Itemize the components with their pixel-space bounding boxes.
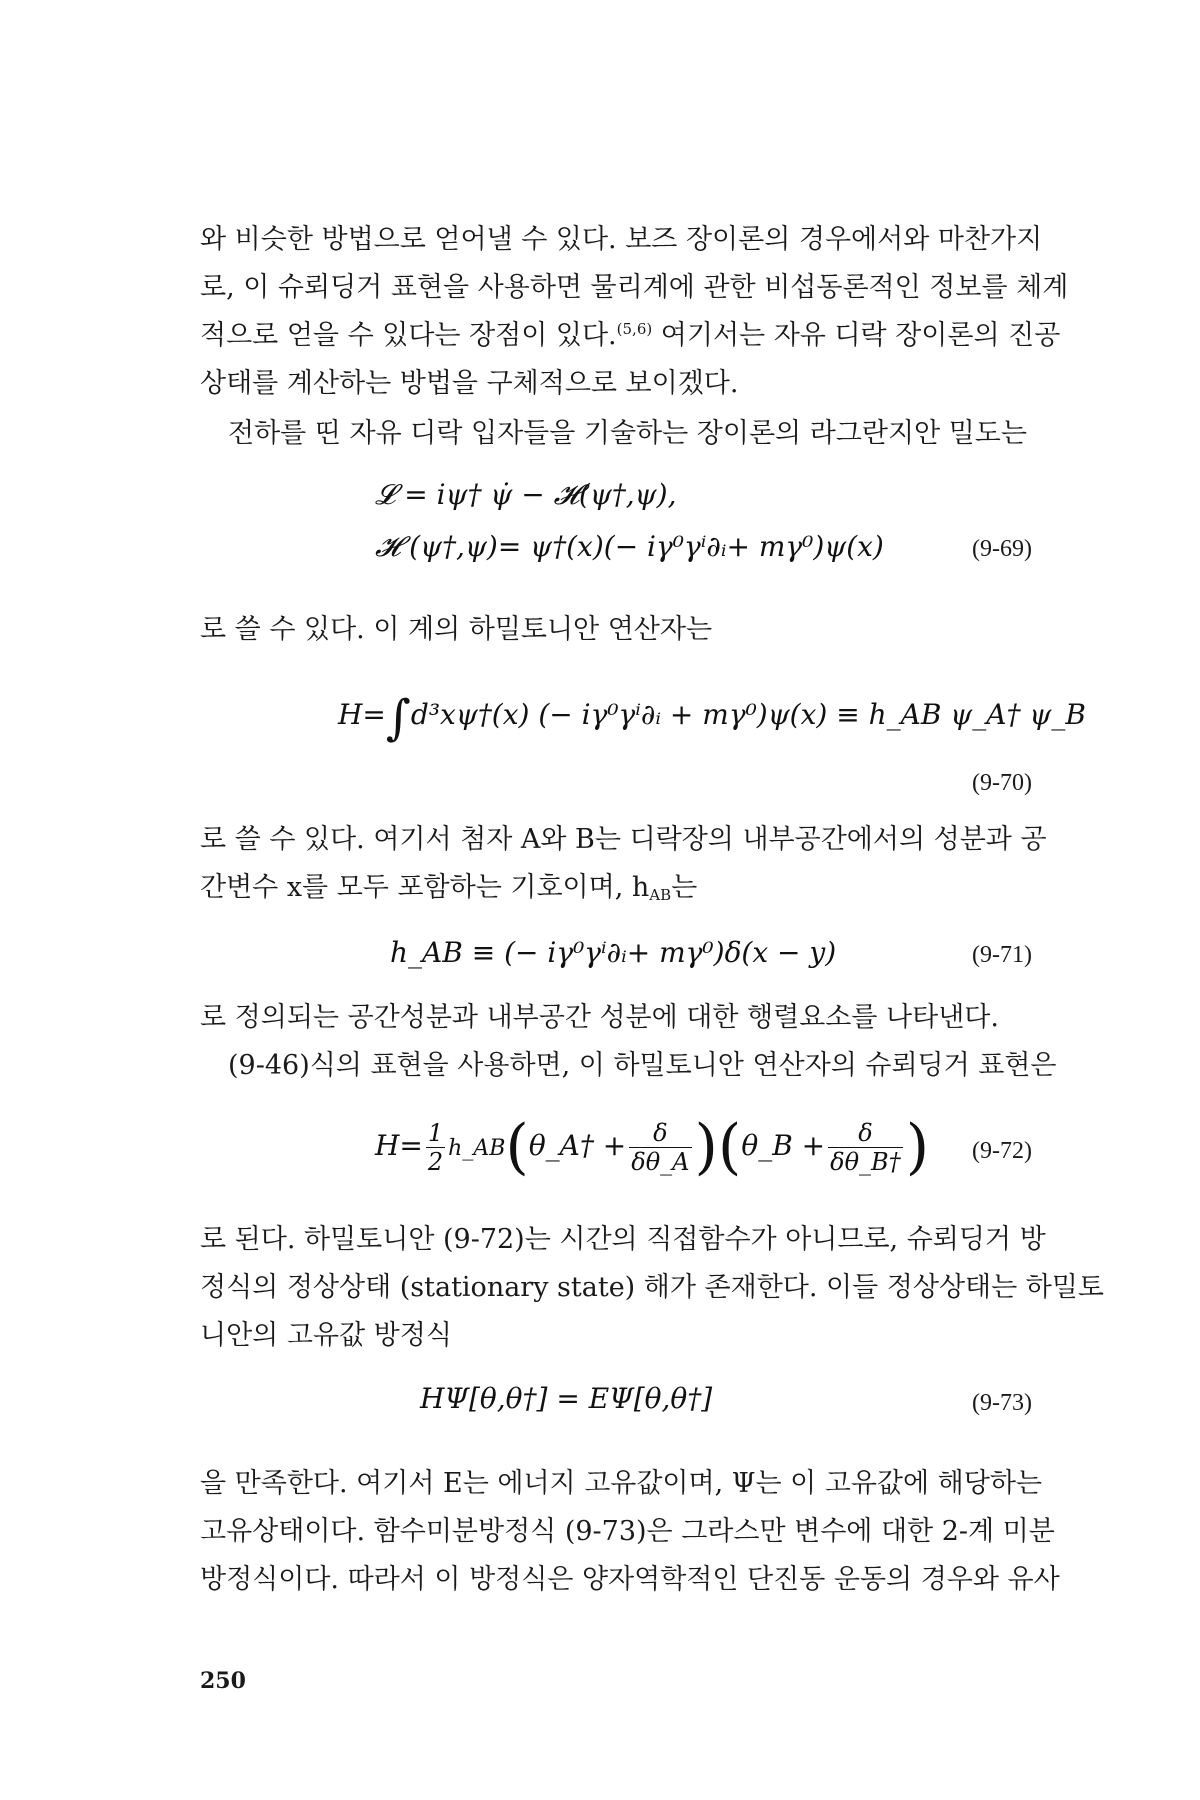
equation-matrix-element: h_AB ≡ (− iγ⁰γⁱ∂ᵢ+ mγ⁰)δ(x − y) (390, 936, 837, 969)
text-line: 방정식이다. 따라서 이 방정식은 양자역학적인 단진동 운동의 경우와 유사 (200, 1564, 1060, 1595)
numerator: δ (828, 1119, 903, 1148)
eq-term: θ_B + (741, 1129, 826, 1162)
text-line: 정식의 정상상태 (stationary state) 해가 존재한다. 이들 정상상태는 하밀토 (200, 1272, 1105, 1303)
eq-body: d³xψ†(x) (− iγ⁰γⁱ∂ᵢ + mγ⁰)ψ(x) ≡ h_AB ψ_A† ψ_B (410, 698, 1086, 731)
citation-superscript: (5,6) (616, 320, 653, 338)
fraction-half (426, 1119, 445, 1176)
text-line: 상태를 계산하는 방법을 구체적으로 보이겠다. (200, 368, 739, 399)
equation-number: (9-73) (972, 1390, 1032, 1416)
text-line: 니안의 고유값 방정식 (200, 1320, 452, 1351)
equation-number: (9-70) (972, 770, 1032, 796)
eq-lhs: H= (375, 1129, 423, 1162)
eq-lhs: H= (338, 698, 386, 731)
numerator: δ (629, 1119, 691, 1148)
text-line (200, 318, 1061, 354)
paren: ) (905, 1112, 930, 1182)
page-number: 250 (200, 1668, 246, 1694)
equation-eigenvalue: HΨ[θ,θ†] = EΨ[θ,θ†] (420, 1382, 713, 1415)
equation-hamiltonian-density: 𝓗 (ψ†,ψ)= ψ†(x)(− iγ⁰γⁱ∂ᵢ+ mγ⁰)ψ(x) (375, 530, 884, 563)
text-line: 을 만족한다. 여기서 E는 에너지 고유값이며, Ψ는 이 고유값에 해당하는 (200, 1468, 1043, 1499)
text-line: 고유상태이다. 함수미분방정식 (9-73)은 그라스만 변수에 대한 2-계 미분 (200, 1516, 1055, 1547)
text-line: 로 정의되는 공간성분과 내부공간 성분에 대한 행렬요소를 나타낸다. (200, 1002, 999, 1033)
eq-hab: h_AB (448, 1136, 506, 1161)
text-fragment: 여기서는 자유 디락 장이론의 진공 (652, 320, 1061, 351)
equation-hamiltonian-operator (338, 690, 1086, 746)
equation-number: (9-69) (972, 536, 1032, 562)
denominator: 2 (427, 1148, 444, 1176)
subscript: AB (649, 886, 672, 904)
text-line: 와 비슷한 방법으로 얻어낼 수 있다. 보즈 장이론의 경우에서와 마찬가지 (200, 224, 1043, 255)
text-fragment: 간변수 x를 모두 포함하는 기호이며, h (200, 872, 650, 903)
text-line: 로 쓸 수 있다. 여기서 첨자 A와 B는 디락장의 내부공간에서의 성분과 공 (200, 824, 1047, 855)
denominator: δθ_A (631, 1148, 690, 1176)
text-line (200, 870, 1030, 913)
text-line: 전하를 띤 자유 디락 입자들을 기술하는 장이론의 라그란지안 밀도는 (228, 418, 1027, 449)
text-fragment: 적으로 얻을 수 있다는 장점이 있다. (200, 320, 617, 351)
text-line: 로 된다. 하밀토니안 (9-72)는 시간의 직접함수가 아니므로, 슈뢰딩거 방 (200, 1224, 1046, 1255)
text-fragment: 는 (671, 872, 698, 903)
equation-number: (9-71) (972, 942, 1032, 968)
numerator: 1 (427, 1119, 444, 1147)
eq-term: θ_A† + (528, 1129, 627, 1162)
equation-schrodinger-hamiltonian (375, 1112, 929, 1182)
paren: ( (505, 1112, 529, 1182)
equation-lagrangian: 𝓛 = iψ† ψ̇ − 𝓗(ψ†,ψ), (375, 478, 677, 511)
fraction-derivative (629, 1119, 691, 1176)
equation-number: (9-72) (972, 1138, 1032, 1164)
integral-sign: ∫ (385, 690, 411, 746)
denominator: δθ_B† (830, 1148, 901, 1176)
text-line: 로 쓸 수 있다. 이 계의 하밀토니안 연산자는 (200, 614, 713, 645)
text-line: (9-46)식의 표현을 사용하면, 이 하밀토니안 연산자의 슈뢰딩거 표현은 (228, 1050, 1057, 1081)
fraction-derivative (828, 1119, 903, 1176)
text-line: 로, 이 슈뢰딩거 표현을 사용하면 물리계에 관한 비섭동론적인 정보를 체계 (200, 272, 1069, 303)
paren: )( (694, 1112, 742, 1182)
